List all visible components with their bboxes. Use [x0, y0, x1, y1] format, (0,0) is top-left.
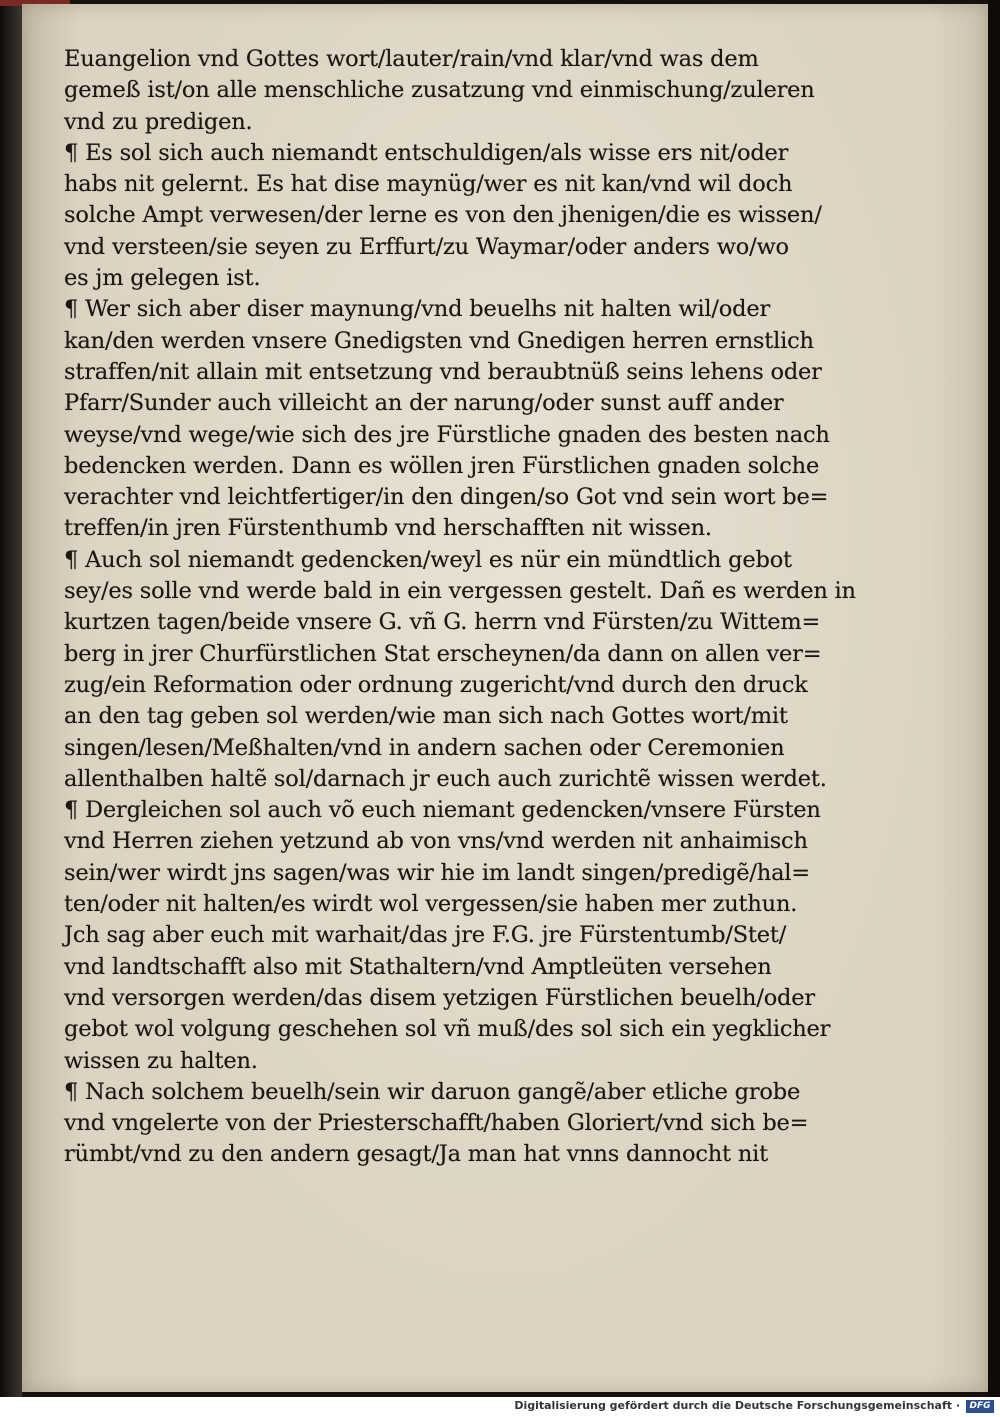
- text-line: vnd zu predigen.: [64, 108, 253, 135]
- scan-right-edge: [988, 0, 1000, 1397]
- text-line: straffen/nit allain mit entsetzung vnd beraubtnüß seins lehens oder: [64, 358, 822, 385]
- text-line: ¶ Wer sich aber diser maynung/vnd beuelhs nit halten wil/oder: [64, 296, 770, 323]
- text-line: treffen/in jren Fürstenthumb vnd herschafften nit wissen.: [64, 515, 712, 542]
- text-line: ten/oder nit halten/es wirdt wol vergessen/sie haben mer zuthun.: [64, 891, 798, 918]
- text-line: Euangelion vnd Gottes wort/lauter/rain/vnd klar/vnd was dem: [64, 46, 759, 72]
- footer-bar: [0, 1397, 1000, 1417]
- text-line: ¶ Es sol sich auch niemandt entschuldigen/als wisse ers nit/oder: [64, 139, 789, 166]
- text-line: ¶ Dergleichen sol auch võ euch niemant gedencken/vnsere Fürsten: [64, 797, 821, 824]
- text-line: bedencken werden. Dann es wöllen jren Fürstlichen gnaden solche: [64, 452, 820, 479]
- text-line: wissen zu halten.: [64, 1047, 258, 1074]
- text-line: vnd versteen/sie seyen zu Erffurt/zu Waymar/oder anders wo/wo: [64, 233, 789, 260]
- text-line: an den tag geben sol werden/wie man sich nach Gottes wort/mit: [64, 703, 788, 730]
- book-page: [22, 4, 988, 1392]
- text-line: Jch sag aber euch mit warhait/das jre F.G. jre Fürstentumb/Stet/: [64, 922, 787, 949]
- text-line: sey/es solle vnd werde bald in ein vergessen gestelt. Dañ es werden in: [64, 578, 856, 605]
- text-line: es jm gelegen ist.: [64, 265, 261, 292]
- page-text-block: [64, 44, 864, 1171]
- text-line: berg in jrer Churfürstlichen Stat erscheynen/da dann on allen ver=: [64, 640, 822, 667]
- text-line: ¶ Nach solchem beuelh/sein wir daruon gangẽ/aber etliche grobe: [64, 1078, 801, 1105]
- text-line: kurtzen tagen/beide vnsere G. vñ G. herrn vnd Fürsten/zu Wittem=: [64, 609, 821, 636]
- text-line: Pfarr/Sunder auch villeicht an der narung/oder sunst auff ander: [64, 390, 784, 417]
- scan-left-edge: [0, 0, 22, 1397]
- text-line: vnd versorgen werden/das disem yetzigen Fürstlichen beuelh/oder: [64, 984, 815, 1011]
- text-line: verachter vnd leichtfertiger/in den dingen/so Got vnd sein wort be=: [64, 484, 829, 511]
- text-line: singen/lesen/Meßhalten/vnd in andern sachen oder Ceremonien: [64, 734, 785, 761]
- text-line: zug/ein Reformation oder ordnung zugericht/vnd durch den druck: [64, 671, 808, 698]
- text-line: gebot wol volgung geschehen sol vñ muß/des sol sich ein yegklicher: [64, 1016, 831, 1043]
- text-line: allenthalben haltẽ sol/darnach jr euch auch zurichtẽ wissen werdet.: [64, 765, 827, 792]
- text-line: rümbt/vnd zu den andern gesagt/Ja man hat vnns dannocht nit: [64, 1141, 768, 1168]
- text-line: habs nit gelernt. Es hat dise maynüg/wer es nit kan/vnd wil doch: [64, 171, 793, 198]
- text-line: sein/wer wirdt jns sagen/was wir hie im landt singen/predigẽ/hal=: [64, 859, 810, 886]
- text-line: vnd Herren ziehen yetzund ab von vns/vnd werden nit anhaimisch: [64, 828, 808, 855]
- text-line: kan/den werden vnsere Gnedigsten vnd Gnedigen herren ernstlich: [64, 327, 814, 354]
- text-line: gemeß ist/on alle menschliche zusatzung vnd einmischung/zuleren: [64, 77, 815, 104]
- text-line: vnd vngelerte von der Priesterschafft/haben Gloriert/vnd sich be=: [64, 1110, 809, 1137]
- text-line: solche Ampt verwesen/der lerne es von den jhenigen/die es wissen/: [64, 202, 822, 229]
- funding-credit: Digitalisierung gefördert durch die Deutsche Forschungsgemeinschaft ·: [514, 1399, 960, 1412]
- text-line: vnd landtschafft also mit Stathaltern/vnd Amptleüten versehen: [64, 953, 772, 980]
- text-line: weyse/vnd wege/wie sich des jre Fürstliche gnaden des besten nach: [64, 421, 830, 448]
- text-line: ¶ Auch sol niemandt gedencken/weyl es nür ein mündtlich gebot: [64, 546, 792, 573]
- dfg-logo: DFG: [966, 1400, 994, 1413]
